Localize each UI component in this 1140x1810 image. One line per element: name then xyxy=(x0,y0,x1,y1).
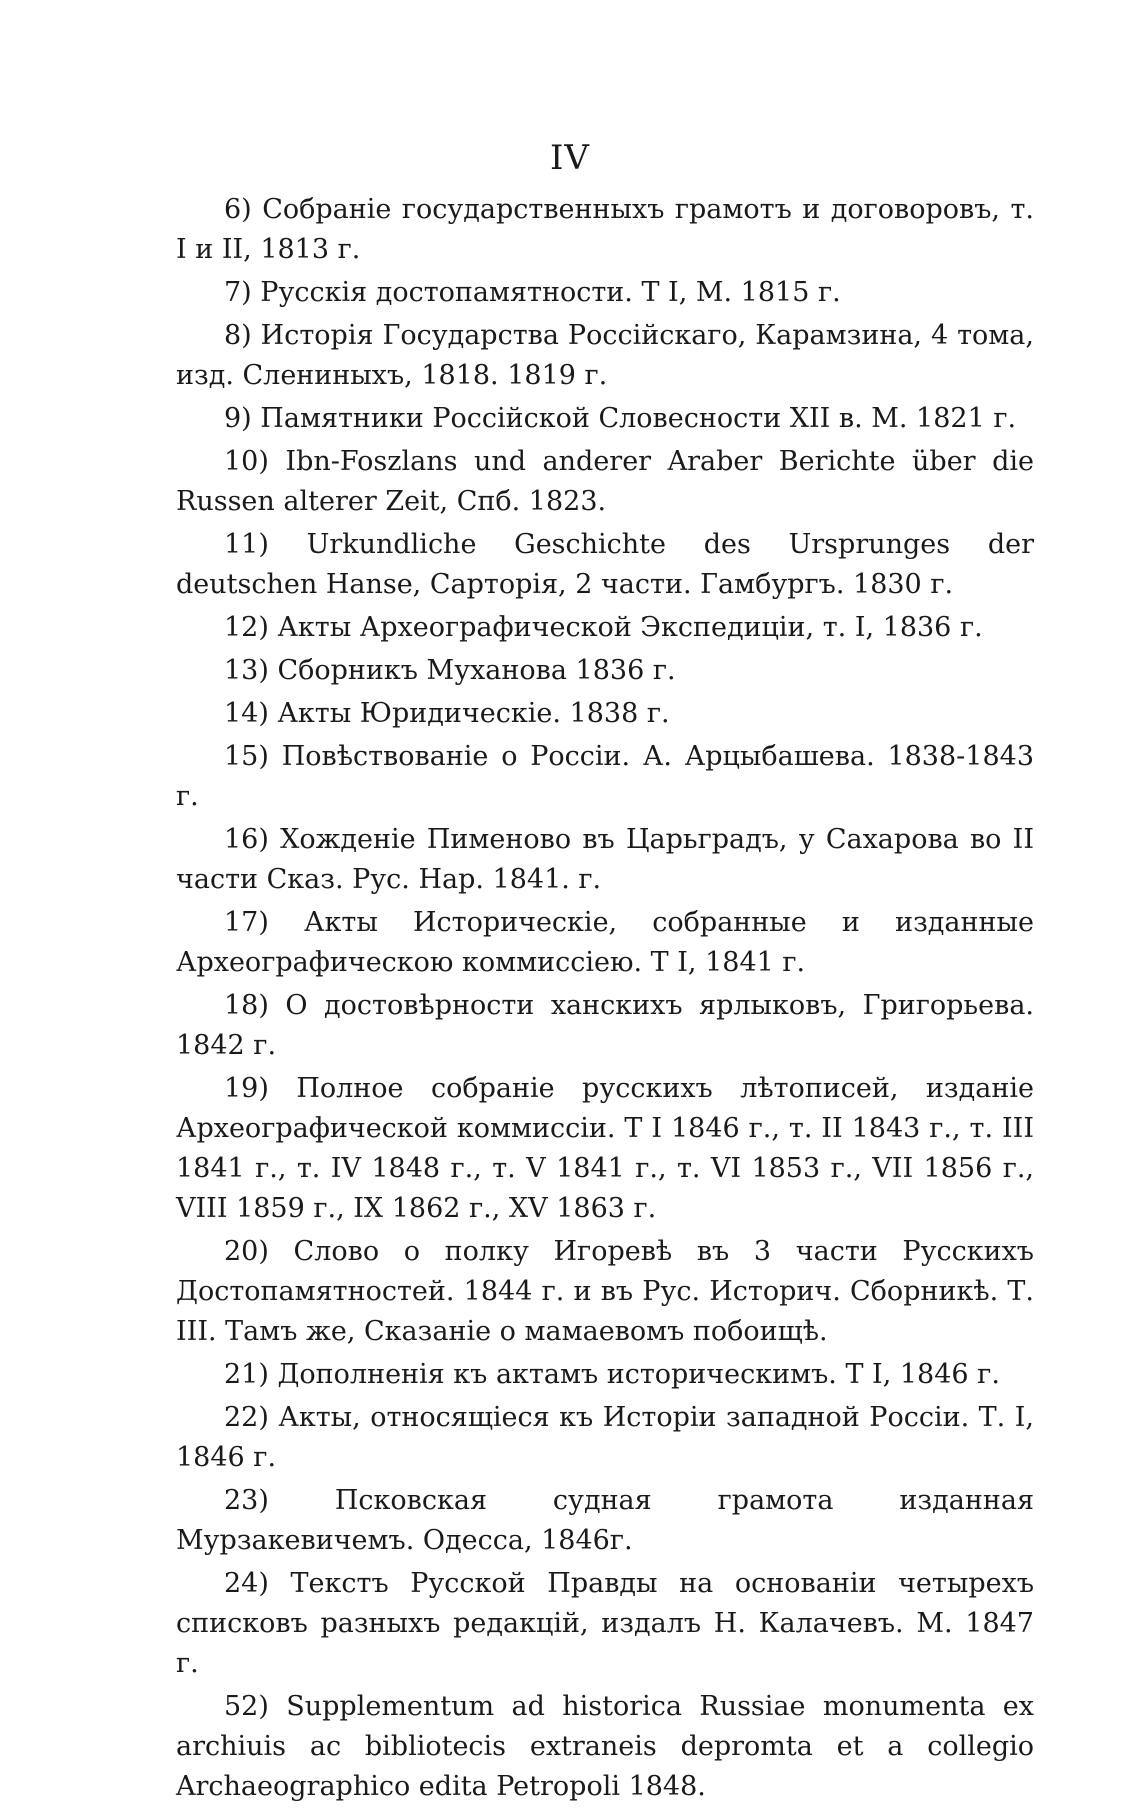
bibliography-entry: 20) Слово о полку Игоревѣ въ 3 части Русскихъ Достопамятностей. 1844 г. и въ Рус. Историч. Сборникѣ. Т. III. Тамъ же, Сказаніе о мамаевомъ побоищѣ. xyxy=(176,1236,1034,1347)
bibliography-entry: 11) Urkundliche Geschichte des Ursprunges der deutschen Hanse, Сарторія, 2 части. Гамбургъ. 1830 г. xyxy=(176,529,1034,600)
bibliography-entry: 9) Памятники Россійской Словесности XII в. М. 1821 г. xyxy=(224,403,1017,434)
page-number: IV xyxy=(550,138,590,178)
bibliography-list xyxy=(176,190,1034,1810)
bibliography-entry: 18) О достовѣрности ханскихъ ярлыковъ, Григорьева. 1842 г. xyxy=(176,990,1034,1061)
bibliography-entry: 15) Повѣствованіе о Россіи. А. Арцыбашева. 1838-1843 г. xyxy=(176,741,1034,812)
bibliography-entry: 12) Акты Археографической Экспедиціи, т. I, 1836 г. xyxy=(224,612,983,643)
bibliography-entry: 8) Исторія Государства Россійскаго, Карамзина, 4 тома, изд. Слениныхъ, 1818. 1819 г. xyxy=(176,320,1034,391)
bibliography-entry: 17) Акты Историческіе, собранные и изданные Археографическою коммиссіею. Т I, 1841 г. xyxy=(176,907,1034,978)
bibliography-entry: 24) Текстъ Русской Правды на основаніи четырехъ списковъ разныхъ редакцій, издалъ Н. Калачевъ. М. 1847 г. xyxy=(176,1568,1034,1679)
bibliography-entry: 14) Акты Юридическіе. 1838 г. xyxy=(224,698,670,729)
bibliography-entry: 10) Ibn-Foszlans und anderer Araber Berichte über die Russen alterer Zeit, Спб. 1823. xyxy=(176,446,1034,517)
bibliography-entry: 13) Сборникъ Муханова 1836 г. xyxy=(224,655,676,686)
bibliography-entry: 7) Русскія достопамятности. Т I, М. 1815 г. xyxy=(224,277,841,308)
bibliography-entry: 22) Акты, относящіеся къ Исторіи западной Россіи. Т. I, 1846 г. xyxy=(176,1402,1034,1473)
bibliography-entry: 21) Дополненія къ актамъ историческимъ. Т I, 1846 г. xyxy=(224,1359,1000,1390)
bibliography-entry: 23) Псковская судная грамота изданная Мурзакевичемъ. Одесса, 1846г. xyxy=(176,1485,1034,1556)
bibliography-entry: 52) Supplementum ad historica Russiae monumenta ex archiuis ac bibliotecis extraneis depromta et a collegio Archaeographico edita Petropoli 1848. xyxy=(176,1691,1034,1802)
bibliography-entry: 6) Собраніе государственныхъ грамотъ и договоровъ, т. I и II, 1813 г. xyxy=(176,194,1034,265)
bibliography-entry: 19) Полное собраніе русскихъ лѣтописей, изданіе Археографической коммиссіи. Т I 1846 г., т. II 1843 г., т. III 1841 г., т. IV 1848 г., т. V 1841 г., т. VI 1853 г., VII 1856 г., VIII 1859 г., IX 1862 г., XV 1863 г. xyxy=(176,1073,1034,1224)
bibliography-entry: 16) Хожденіе Пименово въ Царьградъ, у Сахарова во II части Сказ. Рус. Нар. 1841. г. xyxy=(176,824,1034,895)
